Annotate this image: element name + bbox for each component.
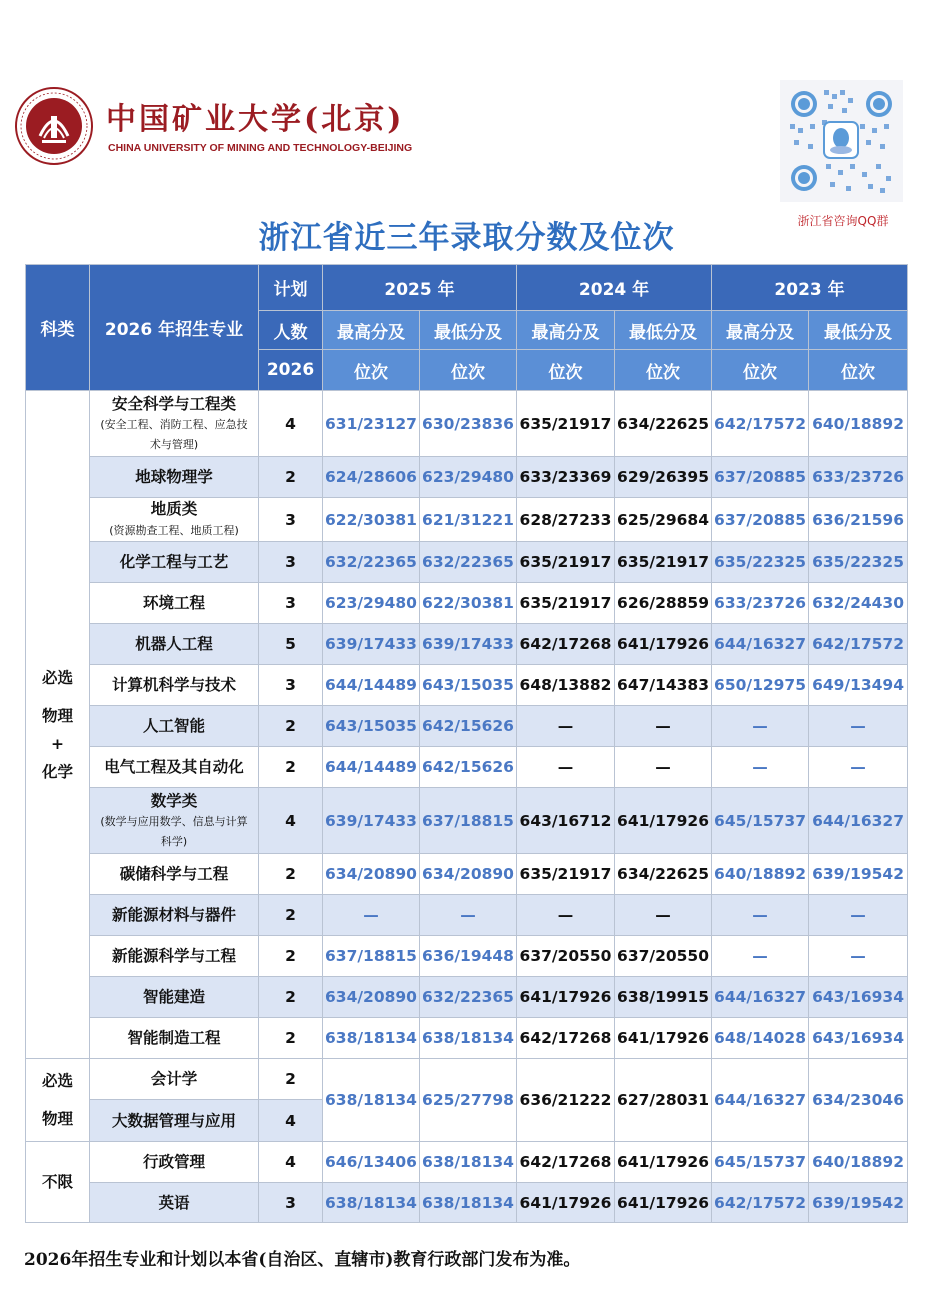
score-rank-cell: 624/28606 — [323, 457, 420, 498]
major-subjects: (安全工程、消防工程、应急技术与管理) — [100, 417, 248, 451]
score-rank-cell: 641/17926 — [615, 788, 712, 854]
score-rank-cell: 625/29684 — [615, 498, 712, 542]
score-rank-cell: 644/16327 — [712, 624, 809, 665]
major-name: 化学工程与工艺 — [119, 553, 229, 571]
score-rank-cell: — — [615, 895, 712, 936]
score-rank-cell: 642/17572 — [809, 624, 908, 665]
score-rank-cell: 638/18134 — [323, 1018, 420, 1059]
score-rank-cell: 642/17268 — [517, 624, 615, 665]
score-rank-cell: 647/14383 — [615, 665, 712, 706]
score-rank-cell: 644/16327 — [809, 788, 908, 854]
category-line: 必选 — [41, 1072, 73, 1090]
score-rank-cell: 639/19542 — [809, 854, 908, 895]
score-rank-cell: — — [615, 706, 712, 747]
header-high-2024-unit: 位次 — [517, 350, 615, 391]
header-low-2023: 最低分及 — [809, 311, 908, 350]
score-rank-cell: 649/13494 — [809, 665, 908, 706]
score-rank-cell: 638/18134 — [420, 1018, 517, 1059]
plan-count-cell: 2 — [259, 747, 323, 788]
major-name: 新能源科学与工程 — [111, 947, 236, 965]
major-name: 电气工程及其自动化 — [104, 758, 244, 776]
score-rank-cell: 643/15035 — [420, 665, 517, 706]
score-rank-cell: 648/13882 — [517, 665, 615, 706]
score-rank-cell: 642/17572 — [712, 391, 809, 457]
score-rank-cell: 627/28031 — [615, 1059, 712, 1142]
score-rank-cell: 634/20890 — [420, 854, 517, 895]
score-rank-cell: 633/23369 — [517, 457, 615, 498]
major-cell — [90, 391, 259, 457]
score-rank-cell: 640/18892 — [809, 391, 908, 457]
major-name: 大数据管理与应用 — [111, 1111, 236, 1130]
major-cell — [90, 788, 259, 854]
category-line: 物理 — [41, 1110, 73, 1128]
header-high-2023-unit: 位次 — [712, 350, 809, 391]
score-rank-cell: — — [712, 747, 809, 788]
score-rank-cell: 637/20885 — [712, 457, 809, 498]
major-cell — [90, 542, 259, 583]
score-rank-cell: 635/21917 — [517, 854, 615, 895]
table-row — [26, 1183, 908, 1223]
score-rank-cell: 638/18134 — [420, 1183, 517, 1223]
score-rank-cell: — — [809, 747, 908, 788]
header-low-2025: 最低分及 — [420, 311, 517, 350]
major-subjects: (数学与应用数学、信息与计算科学) — [100, 814, 248, 848]
major-cell — [90, 665, 259, 706]
major-cell — [90, 1018, 259, 1059]
university-logo — [14, 86, 414, 170]
qq-qr-code-icon — [780, 80, 903, 202]
major-name: 机器人工程 — [135, 635, 213, 653]
plan-count-cell: 2 — [259, 936, 323, 977]
header-major: 2026 年招生专业 — [90, 265, 259, 391]
university-seal-icon — [14, 86, 94, 166]
score-rank-cell: — — [712, 936, 809, 977]
table-row — [26, 854, 908, 895]
score-rank-cell: 635/21917 — [615, 542, 712, 583]
score-rank-cell: — — [517, 747, 615, 788]
table-row — [26, 895, 908, 936]
score-rank-cell: 635/21917 — [517, 583, 615, 624]
major-name: 人工智能 — [142, 717, 205, 735]
score-rank-cell: 645/15737 — [712, 788, 809, 854]
header-year-2023: 2023 年 — [712, 265, 908, 311]
score-rank-cell: 648/14028 — [712, 1018, 809, 1059]
qr-caption: 浙江省咨询QQ群 — [797, 214, 889, 228]
score-rank-cell: 636/21596 — [809, 498, 908, 542]
score-rank-cell: — — [517, 895, 615, 936]
score-rank-cell: 628/27233 — [517, 498, 615, 542]
major-cell — [90, 457, 259, 498]
header-plan-line-3: 2026 — [259, 350, 323, 391]
major-cell — [90, 936, 259, 977]
score-rank-cell: 640/18892 — [809, 1142, 908, 1183]
major-name: 英语 — [158, 1193, 190, 1212]
major-cell — [90, 498, 259, 542]
plan-count-cell: 3 — [259, 665, 323, 706]
score-rank-cell: 641/17926 — [615, 1018, 712, 1059]
header-plan-line-1: 计划 — [259, 265, 323, 311]
plan-count-cell: 2 — [259, 854, 323, 895]
score-rank-cell: 650/12975 — [712, 665, 809, 706]
score-rank-cell: 643/15035 — [323, 706, 420, 747]
header-high-2025-unit: 位次 — [323, 350, 420, 391]
score-rank-cell: 634/22625 — [615, 854, 712, 895]
header-high-2023: 最高分及 — [712, 311, 809, 350]
plan-count-cell: 2 — [259, 1018, 323, 1059]
plan-count-cell: 2 — [259, 895, 323, 936]
plan-count-cell: 4 — [259, 1142, 323, 1183]
category-cell — [26, 1059, 90, 1142]
major-name: 环境工程 — [142, 594, 205, 612]
score-rank-cell: 643/16934 — [809, 977, 908, 1018]
score-rank-cell: 641/17926 — [615, 1142, 712, 1183]
major-subjects: (资源勘查工程、地质工程) — [109, 524, 239, 537]
category-cell — [26, 1142, 90, 1223]
category-line: + — [51, 734, 64, 753]
score-rank-cell: 644/14489 — [323, 665, 420, 706]
score-rank-cell: 637/18815 — [420, 788, 517, 854]
major-name: 会计学 — [150, 1070, 198, 1088]
score-rank-cell: 639/17433 — [420, 624, 517, 665]
score-rank-cell: 621/31221 — [420, 498, 517, 542]
score-rank-cell: 636/19448 — [420, 936, 517, 977]
score-rank-cell: 639/17433 — [323, 788, 420, 854]
table-row — [26, 1142, 908, 1183]
major-cell — [90, 1100, 259, 1142]
plan-count-cell: 2 — [259, 1059, 323, 1100]
header-high-2025: 最高分及 — [323, 311, 420, 350]
footnote: 2026年招生专业和计划以本省(自治区、直辖市)教育行政部门发布为准。 — [24, 1250, 581, 1270]
table-row — [26, 391, 908, 457]
score-rank-cell: 642/15626 — [420, 706, 517, 747]
score-rank-cell: 630/23836 — [420, 391, 517, 457]
major-name: 地球物理学 — [135, 468, 213, 486]
major-name: 行政管理 — [142, 1153, 205, 1171]
score-rank-cell: 637/18815 — [323, 936, 420, 977]
score-rank-cell: 635/21917 — [517, 391, 615, 457]
score-rank-cell: 638/18134 — [323, 1183, 420, 1223]
score-rank-cell: 636/21222 — [517, 1059, 615, 1142]
major-cell — [90, 1183, 259, 1223]
plan-count-cell: 4 — [259, 1100, 323, 1142]
score-rank-cell: 625/27798 — [420, 1059, 517, 1142]
score-table — [25, 264, 908, 1223]
score-rank-cell: 642/17268 — [517, 1018, 615, 1059]
major-cell — [90, 895, 259, 936]
plan-count-cell: 2 — [259, 977, 323, 1018]
score-rank-cell: 632/24430 — [809, 583, 908, 624]
plan-count-cell: 2 — [259, 457, 323, 498]
score-rank-cell: 633/23726 — [809, 457, 908, 498]
score-rank-cell: 646/13406 — [323, 1142, 420, 1183]
major-cell — [90, 706, 259, 747]
major-cell — [90, 583, 259, 624]
table-row — [26, 498, 908, 542]
major-cell — [90, 1059, 259, 1100]
score-rank-cell: 644/16327 — [712, 1059, 809, 1142]
score-rank-cell: 637/20550 — [517, 936, 615, 977]
table-row — [26, 583, 908, 624]
score-rank-cell: 640/18892 — [712, 854, 809, 895]
score-rank-cell: 642/17268 — [517, 1142, 615, 1183]
major-cell — [90, 747, 259, 788]
score-rank-cell: 623/29480 — [420, 457, 517, 498]
score-rank-cell: 632/22365 — [420, 542, 517, 583]
score-rank-cell: 641/17926 — [517, 1183, 615, 1223]
score-rank-cell: 622/30381 — [420, 583, 517, 624]
major-cell — [90, 977, 259, 1018]
score-rank-cell: 633/23726 — [712, 583, 809, 624]
score-rank-cell: — — [809, 895, 908, 936]
score-rank-cell: 642/15626 — [420, 747, 517, 788]
score-rank-cell: 645/15737 — [712, 1142, 809, 1183]
major-name: 计算机科学与技术 — [111, 676, 236, 694]
header-category: 科类 — [26, 265, 90, 391]
score-rank-cell: — — [809, 706, 908, 747]
university-name-cn: 中国矿业大学(北京) — [106, 102, 405, 137]
score-rank-cell: 631/23127 — [323, 391, 420, 457]
score-rank-cell: 629/26395 — [615, 457, 712, 498]
plan-count-cell: 4 — [259, 391, 323, 457]
score-rank-cell: 641/17926 — [615, 624, 712, 665]
score-rank-cell: 641/17926 — [615, 1183, 712, 1223]
university-name-en: CHINA UNIVERSITY OF MINING AND TECHNOLOGY-BEIJING — [108, 142, 413, 154]
header-low-2025-unit: 位次 — [420, 350, 517, 391]
score-rank-cell: — — [323, 895, 420, 936]
score-rank-cell: — — [809, 936, 908, 977]
score-rank-cell: 634/20890 — [323, 854, 420, 895]
header-year-2024: 2024 年 — [517, 265, 712, 311]
score-rank-cell: 622/30381 — [323, 498, 420, 542]
score-rank-cell: — — [615, 747, 712, 788]
score-rank-cell: 642/17572 — [712, 1183, 809, 1223]
score-rank-cell: 637/20550 — [615, 936, 712, 977]
score-rank-cell: 639/19542 — [809, 1183, 908, 1223]
major-name: 新能源材料与器件 — [111, 906, 236, 924]
table-row — [26, 706, 908, 747]
category-line: 物理 — [41, 706, 73, 725]
plan-count-cell: 2 — [259, 706, 323, 747]
score-rank-cell: 637/20885 — [712, 498, 809, 542]
major-name: 地质类 — [150, 500, 198, 518]
score-rank-cell: 638/18134 — [420, 1142, 517, 1183]
table-row — [26, 977, 908, 1018]
major-cell — [90, 624, 259, 665]
plan-count-cell: 3 — [259, 542, 323, 583]
score-rank-cell: — — [517, 706, 615, 747]
score-rank-cell: 626/28859 — [615, 583, 712, 624]
score-rank-cell: 632/22365 — [323, 542, 420, 583]
score-rank-cell: 643/16712 — [517, 788, 615, 854]
score-rank-cell: — — [712, 706, 809, 747]
score-rank-cell: 635/21917 — [517, 542, 615, 583]
score-rank-cell: 635/22325 — [712, 542, 809, 583]
major-name: 智能制造工程 — [127, 1029, 221, 1047]
major-name: 智能建造 — [142, 988, 205, 1006]
major-cell — [90, 1142, 259, 1183]
score-rank-cell: 644/14489 — [323, 747, 420, 788]
score-rank-cell: 634/22625 — [615, 391, 712, 457]
table-row — [26, 624, 908, 665]
table-row — [26, 542, 908, 583]
header-plan-line-2: 人数 — [259, 311, 323, 350]
plan-count-cell: 3 — [259, 583, 323, 624]
category-line: 化学 — [41, 762, 73, 781]
score-rank-cell: 639/17433 — [323, 624, 420, 665]
score-rank-cell: 643/16934 — [809, 1018, 908, 1059]
score-rank-cell: 635/22325 — [809, 542, 908, 583]
score-rank-cell: 634/20890 — [323, 977, 420, 1018]
plan-count-cell: 4 — [259, 788, 323, 854]
header-low-2023-unit: 位次 — [809, 350, 908, 391]
score-rank-cell: 632/22365 — [420, 977, 517, 1018]
table-body — [26, 391, 908, 1223]
table-row — [26, 665, 908, 706]
major-name: 数学类 — [150, 791, 198, 810]
score-rank-cell: — — [712, 895, 809, 936]
major-name: 碳储科学与工程 — [119, 865, 229, 883]
score-rank-cell: 638/19915 — [615, 977, 712, 1018]
table-row — [26, 457, 908, 498]
table-row — [26, 1059, 908, 1100]
page-title: 浙江省近三年录取分数及位次 — [258, 220, 675, 256]
table-row — [26, 788, 908, 854]
score-rank-cell: — — [420, 895, 517, 936]
category-line: 不限 — [41, 1173, 73, 1191]
plan-count-cell: 3 — [259, 1183, 323, 1223]
score-rank-cell: 638/18134 — [323, 1059, 420, 1142]
qq-qr-code — [780, 80, 903, 202]
table-row — [26, 1018, 908, 1059]
category-line: 必选 — [41, 668, 73, 687]
table-row — [26, 936, 908, 977]
header-year-2025: 2025 年 — [323, 265, 517, 311]
header-low-2024-unit: 位次 — [615, 350, 712, 391]
category-cell — [26, 391, 90, 1059]
table-row — [26, 747, 908, 788]
score-rank-cell: 623/29480 — [323, 583, 420, 624]
major-name: 安全科学与工程类 — [111, 394, 236, 413]
major-cell — [90, 854, 259, 895]
plan-count-cell: 5 — [259, 624, 323, 665]
score-rank-cell: 641/17926 — [517, 977, 615, 1018]
header-low-2024: 最低分及 — [615, 311, 712, 350]
score-rank-cell: 634/23046 — [809, 1059, 908, 1142]
plan-count-cell: 3 — [259, 498, 323, 542]
header-high-2024: 最高分及 — [517, 311, 615, 350]
score-rank-cell: 644/16327 — [712, 977, 809, 1018]
